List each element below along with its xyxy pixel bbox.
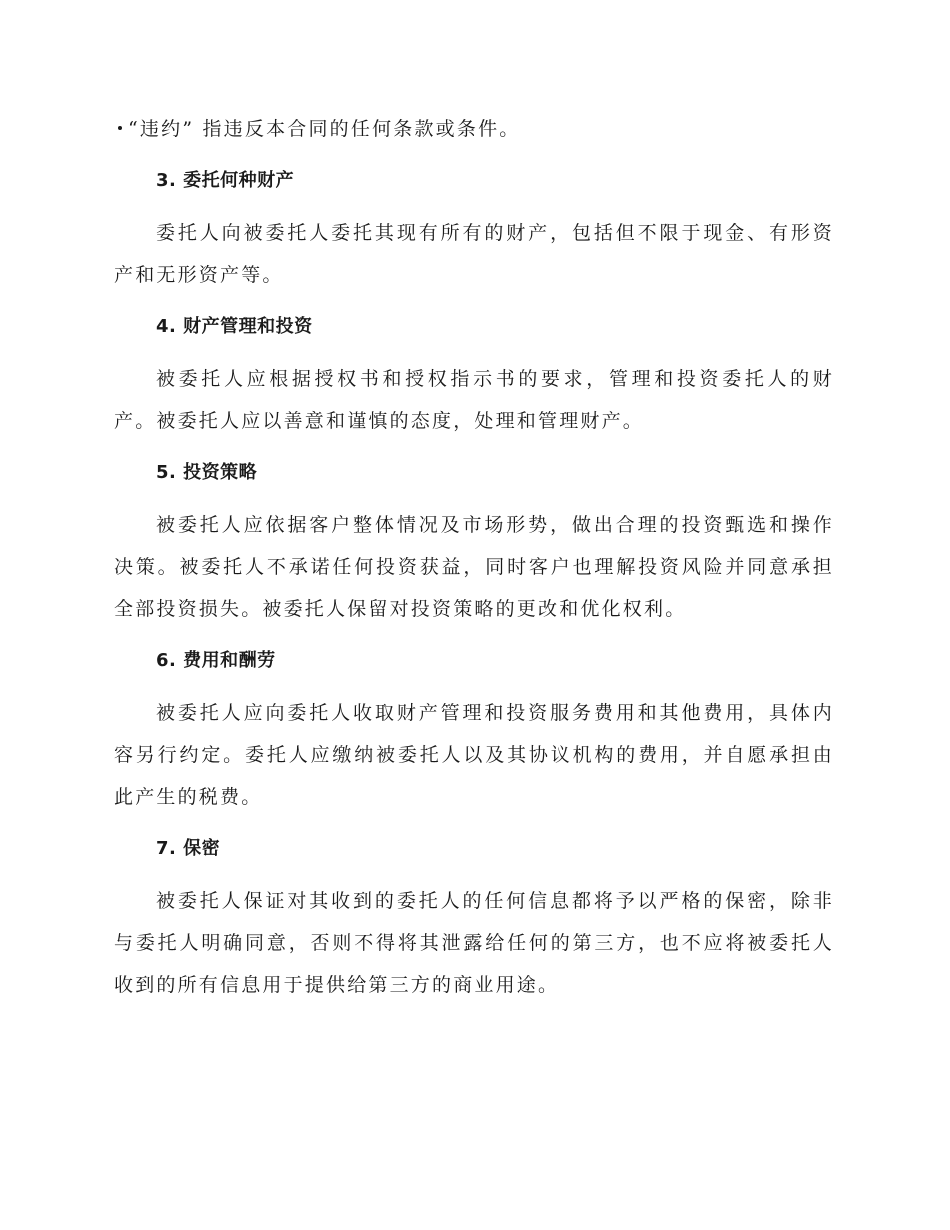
section-body-3: 委托人向被委托人委托其现有所有的财产，包括但不限于现金、有形资产和无形资产等。 (114, 222, 834, 286)
bullet-text: “违约” 指违反本合同的任何条款或条件。 (128, 118, 521, 140)
section-body-7: 被委托人保证对其收到的委托人的任何信息都将予以严格的保密，除非与委托人明确同意，否则不得将其泄露给任何的第三方，也不应将被委托人收到的所有信息用于提供给第三方的商业用途。 (114, 890, 834, 996)
bullet-item (114, 108, 834, 150)
section-heading-4: 4. 财产管理和投资 (156, 316, 313, 337)
section-heading-3: 3. 委托何种财产 (156, 170, 295, 191)
section-body-5: 被委托人应依据客户整体情况及市场形势，做出合理的投资甄选和操作决策。被委托人不承诺任何投资获益，同时客户也理解投资风险并同意承担全部投资损失。被委托人保留对投资策略的更改和优化权利。 (114, 514, 834, 620)
section-body-4: 被委托人应根据授权书和授权指示书的要求，管理和投资委托人的财产。被委托人应以善意和谨慎的态度，处理和管理财产。 (114, 368, 834, 432)
section-body-6: 被委托人应向委托人收取财产管理和投资服务费用和其他费用，具体内容另行约定。委托人应缴纳被委托人以及其协议机构的费用，并自愿承担由此产生的税费。 (114, 702, 834, 808)
section-heading-5: 5. 投资策略 (156, 462, 258, 483)
document-content (114, 108, 834, 1016)
bullet-dot-icon (118, 126, 122, 130)
section-heading-6: 6. 费用和酬劳 (156, 650, 276, 671)
section-heading-7: 7. 保密 (156, 838, 221, 859)
